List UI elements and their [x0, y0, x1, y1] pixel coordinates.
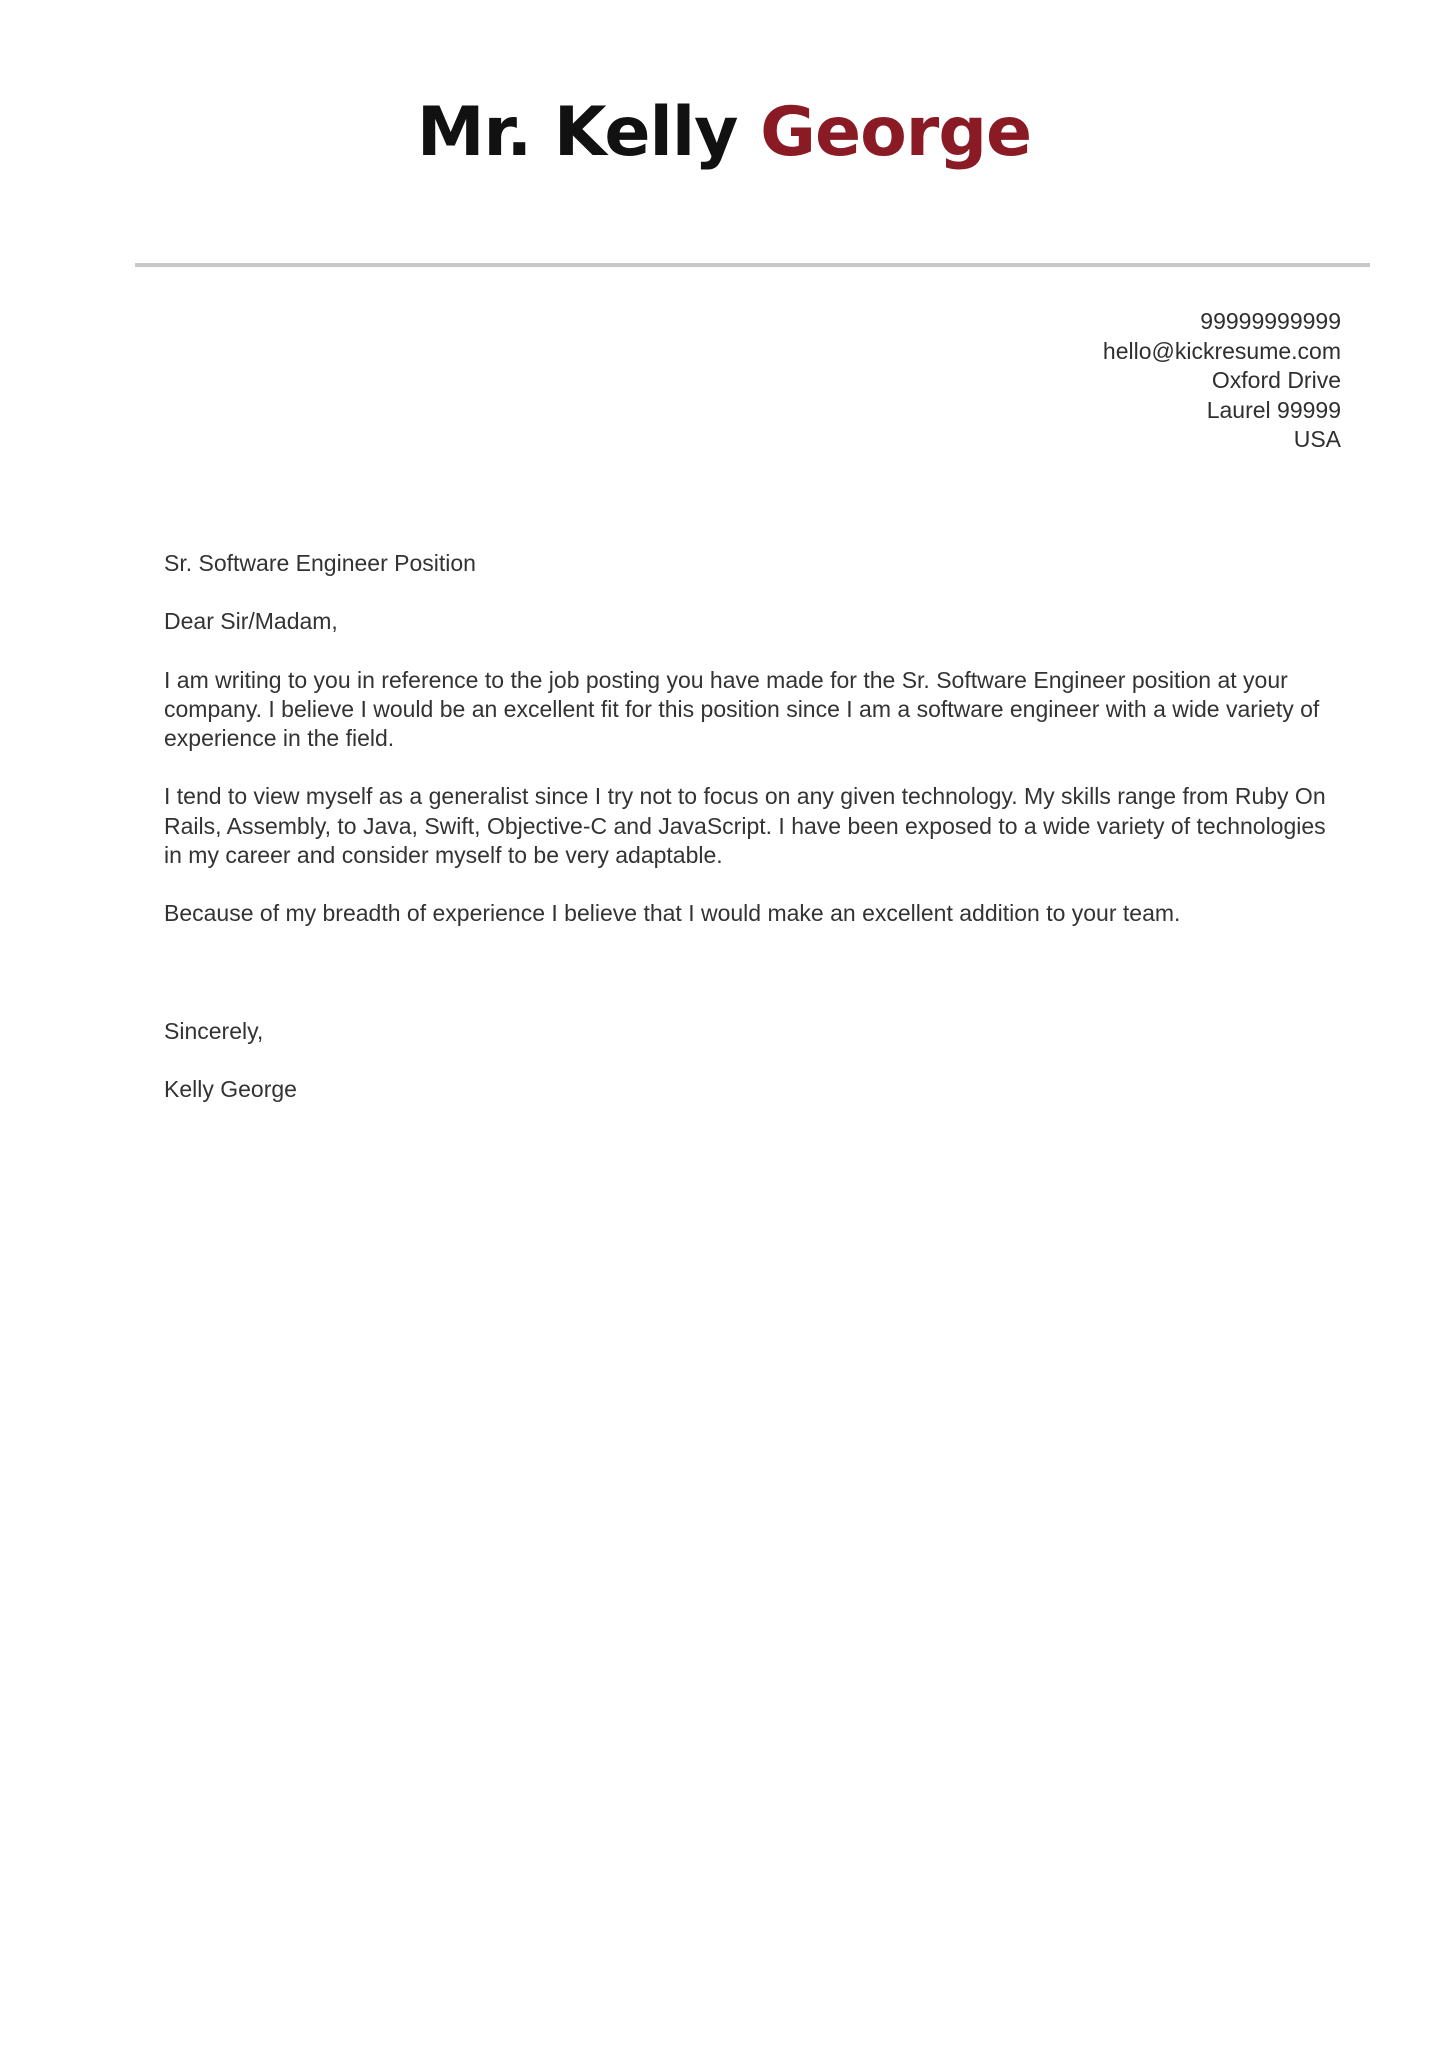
contact-email: hello@kickresume.com: [1102, 337, 1341, 364]
contact-city-zip: Laurel 99999: [1206, 396, 1341, 423]
contact-country: USA: [1293, 426, 1341, 452]
name-last: George: [760, 93, 1032, 172]
letter-body: [164, 549, 1334, 1133]
contact-street: Oxford Drive: [1211, 367, 1341, 393]
name-prefix: Mr. Kelly: [416, 93, 738, 172]
contact-block: [1103, 307, 1341, 455]
contact-phone: 99999999999: [1200, 308, 1341, 334]
applicant-name-heading: [0, 88, 1448, 178]
letter-signature: Kelly George: [164, 1075, 297, 1102]
letter-paragraph: I am writing to you in reference to the job posting you have made for the Sr. Software Engineer position at your company. I believe I would be an excellent fit for this position since I am a software engineer with a wide variety of experience in the field.: [164, 666, 1320, 752]
letter-subject: Sr. Software Engineer Position: [164, 550, 476, 576]
letter-salutation: Dear Sir/Madam,: [164, 608, 338, 635]
header-divider: [135, 263, 1370, 267]
letter-paragraph: Because of my breadth of experience I believe that I would make an excellent addition to your team.: [164, 900, 1181, 927]
closing-spacer: [164, 958, 1334, 1017]
letter-paragraph: I tend to view myself as a generalist since I try not to focus on any given technology. My skills range from Ruby On Rails, Assembly, to Java, Swift, Objective-C and JavaScript. I have been exposed to a wide variety of technologies in my career and consider myself to be very adaptable.: [164, 783, 1326, 869]
letter-closing: Sincerely,: [164, 1017, 264, 1044]
